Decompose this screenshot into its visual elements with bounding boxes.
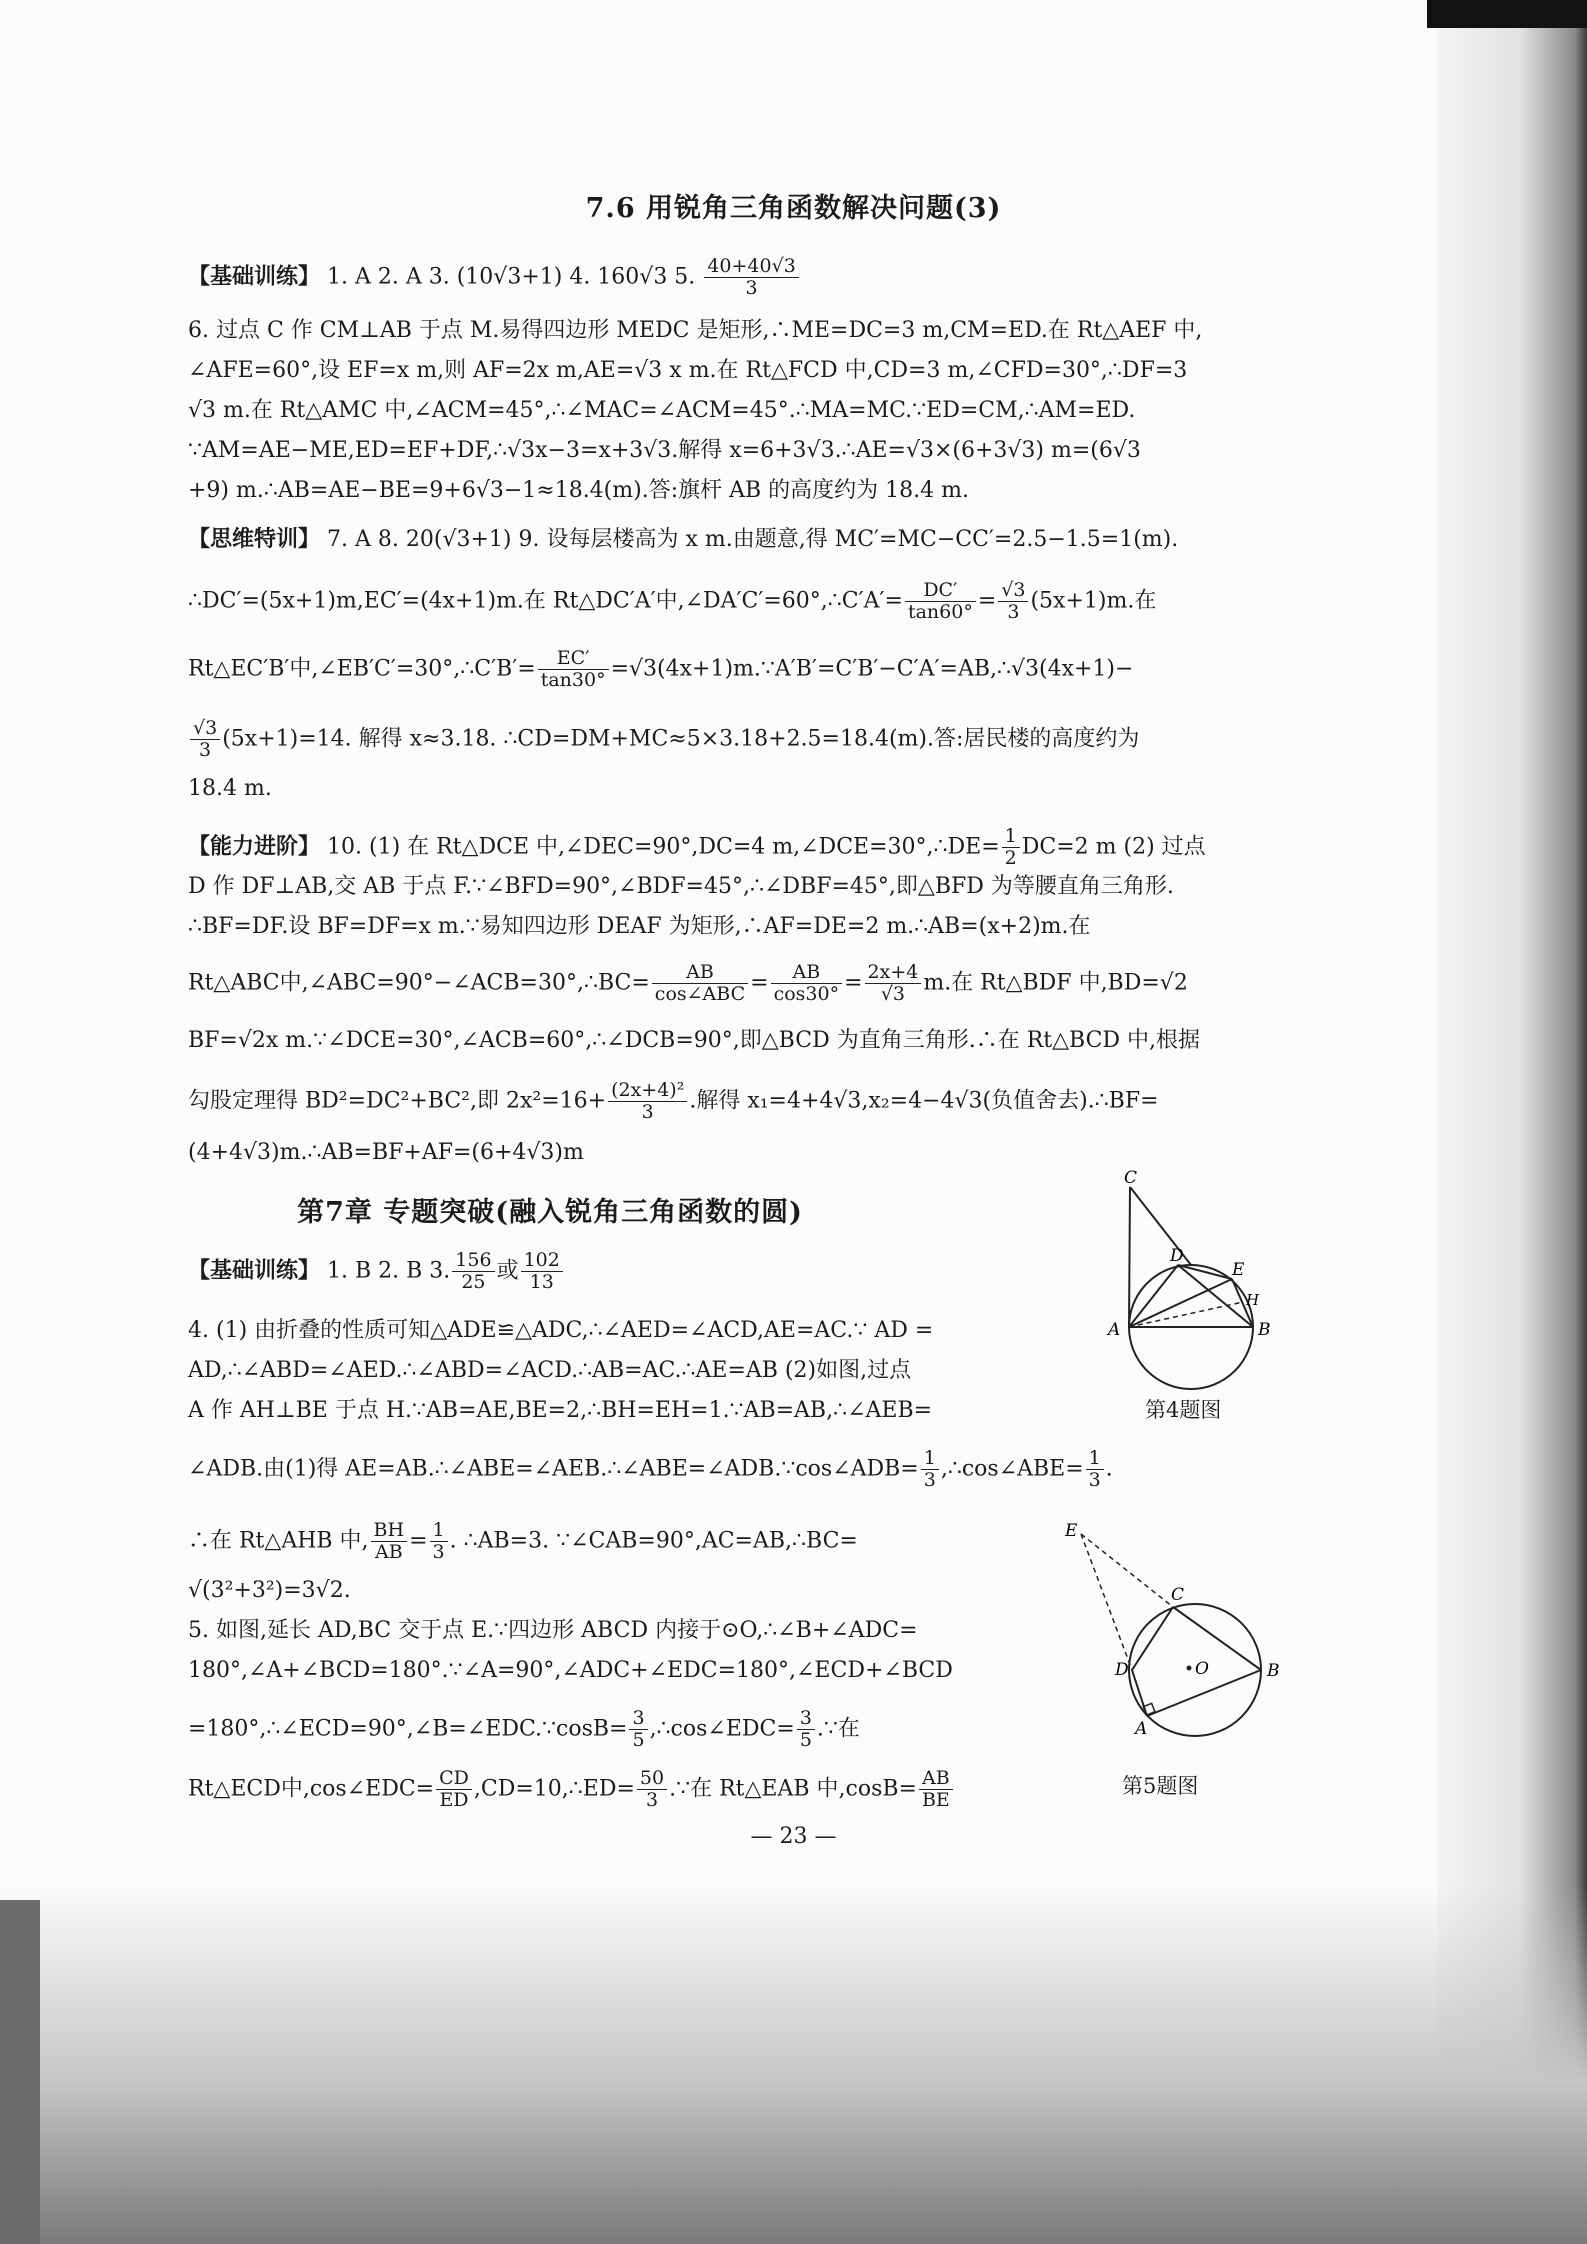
basic-answers-line [188, 256, 801, 299]
fraction: $\frac{2x+4}{√3}$ [865, 962, 922, 1005]
thinking-line-5: 18.4 m. [188, 776, 272, 801]
figure-4-diagram [1100, 1165, 1290, 1395]
ability-line-6: 勾股定理得 BD²=DC²+BC²,即 2x²=16+ $\frac{\text{(2x+4)²}}{3}$ .解得 x₁=4+4√3,x₂=4−4√3(负值舍去).∴BF= [188, 1079, 1159, 1123]
q4-line-1: 4. (1) 由折叠的性质可知△ADE≌△ADC,∴∠AED=∠ACD,AE=AC.∵ AD = [188, 1318, 934, 1343]
fraction: $\frac{1}{3}$ [921, 1448, 939, 1491]
q5-line-1: 5. 如图,延长 AD,BC 交于点 E.∵四边形 ABCD 内接于⊙O,∴∠B+∠ADC= [188, 1618, 918, 1643]
thinking-line-3: Rt△EC′B′中,∠EB′C′=30°,∴C′B′= $\frac{EC'}{\tan 30^\circ}$ =√3(4x+1)m.∵A′B′=C′B′−C′A′=AB,∴√3(4x+1)− [188, 647, 1134, 691]
basic-answers: 1. A 2. A 3. (10√3+1) 4. 160√3 5. [327, 264, 696, 290]
q5-line-4: Rt△ECD中,cos∠EDC= $\frac{CD}{ED}$ ,CD=10,∴ED= $\frac{50}{3}$ .∵在 Rt△EAB 中,cosB= $\frac{AB}{BE}$ [188, 1768, 955, 1811]
q6-line-2: ∠AFE=60°,设 EF=x m,则 AF=2x m,AE=√3 x m.在 Rt△FCD 中,CD=3 m,∠CFD=30°,∴DF=3 [188, 358, 1188, 383]
q4-line-2: AD,∴∠ABD=∠AED.∴∠ABD=∠ACD.∴AB=AC.∴AE=AB (2)如图,过点 [188, 1358, 912, 1383]
section-title-chapter-7: 第7章 专题突破(融入锐角三角函数的圆) [297, 1197, 803, 1228]
fig5-label-b: B [1267, 1661, 1280, 1681]
fraction: $\frac{AB}{BE}$ [919, 1768, 953, 1811]
basic-training-tag: 【基础训练】 [188, 263, 321, 290]
fig4-label-d: D [1170, 1246, 1184, 1266]
fraction: $\frac{√3}{3}$ [190, 718, 220, 761]
q4-line-4: ∠ADB.由(1)得 AE=AB.∴∠ABE=∠AEB.∴∠ABE=∠ADB.∵cos∠ADB= $\frac{1}{3}$ ,∴cos∠ABE= $\frac{1}{3}$ . [188, 1447, 1113, 1491]
fig4-label-b: B [1258, 1320, 1271, 1340]
fraction: $\frac{1}{3}$ [1086, 1448, 1104, 1491]
fraction: $\frac{3}{5}$ [629, 1708, 647, 1751]
ability-line-2: D 作 DF⊥AB,交 AB 于点 F.∵∠BFD=90°,∠BDF=45°,∴∠DBF=45°,即△BFD 为等腰直角三角形. [188, 874, 1174, 899]
q5-fraction: $\frac{40+40√3}{3}$ [704, 256, 798, 299]
fraction: $\frac{DC'}{\tan 60^\circ}$ [905, 580, 976, 623]
q6-line-5: +9) m.∴AB=AE−BE=9+6√3−1≈18.4(m).答:旗杆 AB 的高度约为 18.4 m. [188, 478, 969, 503]
fraction: $\frac{CD}{ED}$ [436, 1768, 472, 1811]
fig5-label-e: E [1065, 1521, 1078, 1541]
q4-line-6: √(3²+3²)=3√2. [188, 1578, 351, 1603]
fraction: $\frac{EC'}{\tan 30^\circ}$ [538, 648, 609, 691]
fraction: $\frac{50}{3}$ [637, 1768, 667, 1811]
figure-4-caption: 第4题图 [1145, 1398, 1222, 1422]
thinking-line-2: ∴DC′=(5x+1)m,EC′=(4x+1)m.在 Rt△DC′A′中,∠DA′C′=60°,∴C′A′= $\frac{DC'}{\tan 60^\circ}$ = $\frac{√3}{3}$ (5x+1)m.在 [188, 579, 1157, 623]
q4-line-5: ∴在 Rt△AHB 中, $\frac{BH}{AB}$ = $\frac{1}{3}$ . ∴AB=3. ∵∠CAB=90°,AC=AB,∴BC= [188, 1519, 858, 1563]
fraction: $\frac{AB}{\cos 30^\circ}$ [771, 962, 843, 1005]
fraction: $\frac{156}{25}$ [452, 1250, 494, 1293]
s2-basic-line: 【基础训练】 1. B 2. B 3. $\frac{156}{25}$ 或 $\frac{102}{13}$ [188, 1250, 565, 1293]
basic-training-tag-2: 【基础训练】 [188, 1257, 321, 1284]
q5-line-2: 180°,∠A+∠BCD=180°.∵∠A=90°,∠ADC+∠EDC=180°,∠ECD+∠BCD [188, 1658, 953, 1683]
fig4-label-a: A [1108, 1320, 1121, 1340]
q6-line-1: 6. 过点 C 作 CM⊥AB 于点 M.易得四边形 MEDC 是矩形,∴ME=DC=3 m,CM=ED.在 Rt△AEF 中, [188, 318, 1203, 343]
fig5-label-c: C [1171, 1585, 1185, 1605]
fraction: $\frac{1}{3}$ [430, 1520, 448, 1563]
page-number: — 23 — [750, 1824, 837, 1849]
fraction: $\frac{AB}{\text{cos∠ABC}}$ [652, 962, 748, 1005]
thinking-training-tag: 【思维特训】 [188, 526, 321, 552]
ability-line-1: 【能力进阶】 10. (1) 在 Rt△DCE 中,∠DEC=90°,DC=4 m,∠DCE=30°,∴DE= $\frac{1}{2}$ DC=2 m (2) 过点 [188, 825, 1206, 869]
fig4-label-e: E [1232, 1260, 1245, 1280]
fraction: $\frac{3}{5}$ [797, 1708, 815, 1751]
fig4-label-c: C [1124, 1168, 1138, 1188]
q4-line-3: A 作 AH⊥BE 于点 H.∵AB=AE,BE=2,∴BH=EH=1.∵AB=AB,∴∠AEB= [188, 1398, 933, 1423]
ability-line-4: Rt△ABC中,∠ABC=90°−∠ACB=30°,∴BC= $\frac{AB}{\text{cos∠ABC}}$ = $\frac{AB}{\cos 30^\circ}$ = $\frac{2x+4}{√3}$ m.在 Rt△BDF 中,BD=√2 [188, 961, 1188, 1005]
fig5-label-a: A [1135, 1719, 1148, 1739]
fraction: $\frac{102}{13}$ [521, 1250, 563, 1293]
section-title-7-6: 7.6 用锐角三角函数解决问题(3) [585, 193, 1002, 224]
fig5-label-o: O [1195, 1659, 1209, 1679]
fraction: $\frac{\text{(2x+4)²}}{3}$ [608, 1080, 687, 1123]
fig5-label-d: D [1115, 1660, 1129, 1680]
ability-tag: 【能力进阶】 [188, 833, 321, 860]
scan-dark-corner [1427, 0, 1587, 28]
ability-line-5: BF=√2x m.∵∠DCE=30°,∠ACB=60°,∴∠DCB=90°,即△BCD 为直角三角形.∴在 Rt△BCD 中,根据 [188, 1028, 1201, 1053]
ability-line-3: ∴BF=DF.设 BF=DF=x m.∵易知四边形 DEAF 为矩形,∴AF=DE=2 m.∴AB=(x+2)m.在 [188, 914, 1091, 939]
thinking-line-4: $\frac{√3}{3}$ (5x+1)=14. 解得 x≈3.18. ∴CD=DM+MC≈5×3.18+2.5=18.4(m).答:居民楼的高度约为 [188, 718, 1139, 761]
fraction: $\frac{1}{2}$ [1002, 826, 1020, 869]
q6-line-3: √3 m.在 Rt△AMC 中,∠ACM=45°,∴∠MAC=∠ACM=45°.∴MA=MC.∵ED=CM,∴AM=ED. [188, 398, 1136, 423]
q5-line-3: =180°,∴∠ECD=90°,∠B=∠EDC.∵cosB= $\frac{3}{5}$ ,∴cos∠EDC= $\frac{3}{5}$ .∵在 [188, 1707, 860, 1751]
figure-5-caption: 第5题图 [1122, 1774, 1199, 1798]
q6-line-4: ∵AM=AE−ME,ED=EF+DF,∴√3x−3=x+3√3.解得 x=6+3√3.∴AE=√3×(6+3√3) m=(6√3 [188, 438, 1141, 463]
fraction: $\frac{√3}{3}$ [998, 580, 1028, 623]
thinking-line-1: 【思维特训】 7. A 8. 20(√3+1) 9. 设每层楼高为 x m.由题意,得 MC′=MC−CC′=2.5−1.5=1(m). [188, 526, 1179, 552]
ability-line-7: (4+4√3)m.∴AB=BF+AF=(6+4√3)m [188, 1140, 584, 1165]
fig4-label-h: H [1246, 1291, 1260, 1309]
scan-shadow-bottom [0, 1884, 1587, 2244]
scan-shadow-left [0, 1900, 40, 2244]
figure-5-diagram [1055, 1520, 1295, 1740]
fraction: $\frac{BH}{AB}$ [371, 1520, 408, 1563]
